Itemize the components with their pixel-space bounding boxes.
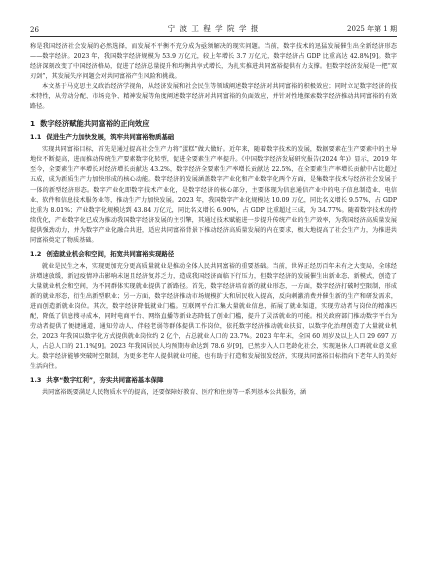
subsection-heading <box>30 250 397 259</box>
journal-name: 宁 波 工 程 学 院 学 报 <box>167 24 260 33</box>
paragraph: 实现共同富裕目标，首先是通过提高社会生产力将“蛋糕”做大做好。近年来，随着数字技术的发展，数据要素在生产要素中的主导地位不断提高，进而推动传统生产要素数字化转型，促进全要素生产率提升。《中国数字经济发展研究报告(2024 年)》显示，2019 年至今，全要素生产率增长对经济增长贡献达 43.2%，数字经济全要素生产率增长贡献达 22.5%，在全要素生产率增长贡献中占比超过五成，成为新质生产力加快形成的核心动能。数字经济的发展涵盖数字产业化和产业数字化两个方面，是集数字技术与经济社会发展于一体的新型经济形态。数字产业化即数字技术产业化，是数字经济的核心部分，主要体现为信息通信产业中的电子信息制造业、电信业、软件和信息技术服务业等，推动生产力加快发展。2023 年，我国数字产业化规模达 10.09 万亿，同比名义增长 9.57%，占 GDP 比重为 8.01%；产业数字化规模达到 43.84 万亿元，同比名义增长 6.90%，占 GDP 比重超过三成，为 34.77%。随着数字技术的持续优化，产业数字化已成为推动我国数字经济发展的主引擎，其通过技术赋能进一步提升传统产业的生产效率，为我国经济高质量发展提供强劲动力，并为数字产业化融合共进，适应共同富裕背景下推动经济高质量发展的内在要求，极大地提高了社会生产力，为推进共同富裕奠定了物质基础。 <box>30 146 397 244</box>
subsection-heading <box>30 133 397 142</box>
paragraph: 本文基于马克思主义政治经济学视角，从经济发展和社会民生等领域阐述数字经济对共同富裕的积极效应；同时立足数字经济的技术特性，从劳动分配、市场竞争、精神发展等角度阐述数字经济对共同富裕的负面效应，并针对性地探索数字经济推动共同富裕的有效路径。 <box>30 83 397 111</box>
subsection-title: 创造就业机会和空间，拓宽共同富裕实现路径 <box>46 249 175 258</box>
section-number: 1 <box>30 119 36 129</box>
issue-label: 2025 年第 1 期 <box>347 25 397 33</box>
running-header <box>30 20 397 37</box>
paragraph: 就业是民生之本，实现更加充分更高质量就业是推动全体人民共同富裕的重要基础。当前，世界正经历百年未有之大变局，全球经济增速放缓，新冠疫情冲击影响未退且经济复苏乏力，造成我国经济面临下行压力，但数字经济的发展催生出新业态、新模式，创造了大量就业机会和空间，为不同群体实现就业提供了新路径。首先，数字经济培育新的就业形态，一方面，数字经济打破时空限制，形成新的就业形态，衍生出新型职业；另一方面，数字经济推动市场规模扩大和居民收入提高，反向刺激消费并催生新的生产和研发需求，进而创造新就业岗位。其次，数字经济降低就业门槛。互联网平台汇集大量就业信息，拓展了就业渠道，实现劳动者与岗位的精准匹配，降低了信息搜寻成本，同时电商平台、网络直播等新业态降低了创业门槛，提升了灵活就业的可能。相关政府部门推动数字平台为劳动者提供了便捷通道，通知劳动人、伴轻老弱等群体提供工作岗位，依托数字经济推动就业扶贫，以数字化治理创造了大量就业机会，2023 年我国以数字化方式提供就业岗位约 2 亿个，占总就业人口的 23.7%。2023 年年末，全国 60 周岁及以上人口 29 697 万人，占总人口的 21.1%[9]。2023 年我国居民人均预期寿命达到 78.6 岁[9]，已然步入人口老龄化社会，实现退休人口再就业意义重大。数字经济能够突破时空限制，为更多老年人提供就业可能，也有助于打造和发展银发经济，实现共同富裕目标指向下老年人的美好生活向往。 <box>30 262 397 371</box>
subsection-number: 1.1 <box>30 133 42 142</box>
subsection-title: 共享“数字红利”，夯实共同富裕基本保障 <box>46 376 164 385</box>
subsection-title: 促进生产力加快发展，筑牢共同富裕物质基础 <box>46 133 175 142</box>
paragraph: 称是我国经济社会发展的必然选择，而发展不平衡不充分成为亟须解决的现实问题。当前，数字技术的迅猛发展催生出全新经济形态——数字经济。2023 年，我国数字经济规模为 53.9 万亿元，较上年增长 3.7 万亿元，数字经济占 GDP 比重高达 42.8%[9]。数字经济深刻改变了中国经济格局，促进了经济总量提升和均衡共享式增长，为扎实推进共同富裕提供有力支撑。但数字经济发展是一把“双刃剑”，其发展失序问题会对共同富裕产生风险和挑战。 <box>30 43 397 81</box>
section-heading <box>30 119 397 129</box>
page-number: 26 <box>30 26 39 34</box>
paragraph: 共同富裕既要满足人民物质水平的提高，还要保障好教育、医疗和住房等一系列基本公共服务，涵 <box>42 389 307 397</box>
subsection-number: 1.3 <box>30 376 42 385</box>
subsection-heading <box>30 376 397 385</box>
section-title: 数字经济赋能共同富裕的正向效应 <box>40 119 150 129</box>
subsection-number: 1.2 <box>30 249 42 258</box>
article-body <box>30 42 397 398</box>
